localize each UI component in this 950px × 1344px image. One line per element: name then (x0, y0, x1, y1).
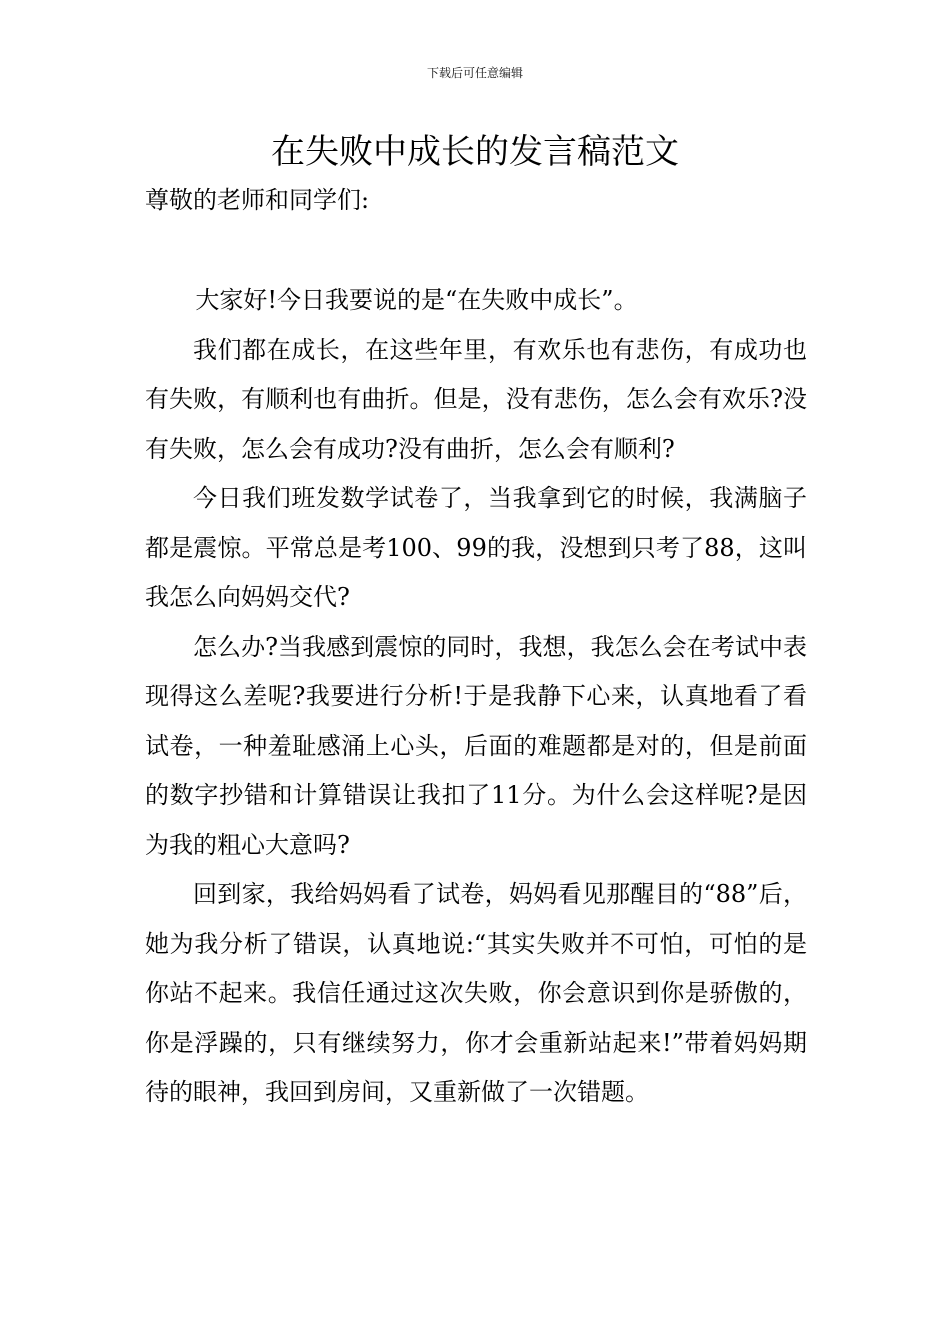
header-note: 下载后可任意编辑 (426, 66, 523, 80)
paragraph-1: 大家好!今日我要说的是“在失败中成长”。 (195, 286, 638, 314)
document-body (145, 276, 807, 1118)
salutation: 尊敬的老师和同学们: (145, 186, 370, 214)
paragraph-5: 回到家，我给妈妈看了试卷，妈妈看见那醒目的“88”后，她为我分析了错误，认真地说:“其实失败并不可怕，可怕的是你站不起来。我信任通过这次失败，你会意识到你是骄傲的，你是浮躁的，只有继续努力，你才会重新站起来!”带着妈妈期待的眼神，我回到房间，又重新做了一次错题。 (145, 880, 807, 1106)
paragraph-3: 今日我们班发数学试卷了，当我拿到它的时候，我满脑子都是震惊。平常总是考100、99的我，没想到只考了88，这叫我怎么向妈妈交代? (145, 484, 807, 611)
paragraph-2: 我们都在成长，在这些年里，有欢乐也有悲伤，有成功也有失败，有顺利也有曲折。但是，没有悲伤，怎么会有欢乐?没有失败，怎么会有成功?没有曲折，怎么会有顺利? (145, 335, 807, 463)
document-title: 在失败中成长的发言稿范文 (271, 132, 679, 172)
paragraph-4: 怎么办?当我感到震惊的同时，我想，我怎么会在考试中表现得这么差呢?我要进行分析!于是我静下心来，认真地看了看试卷，一种羞耻感涌上心头，后面的难题都是对的，但是前面的数字抄错和计算错误让我扣了11分。为什么会这样呢?是因为我的粗心大意吗? (145, 632, 807, 859)
